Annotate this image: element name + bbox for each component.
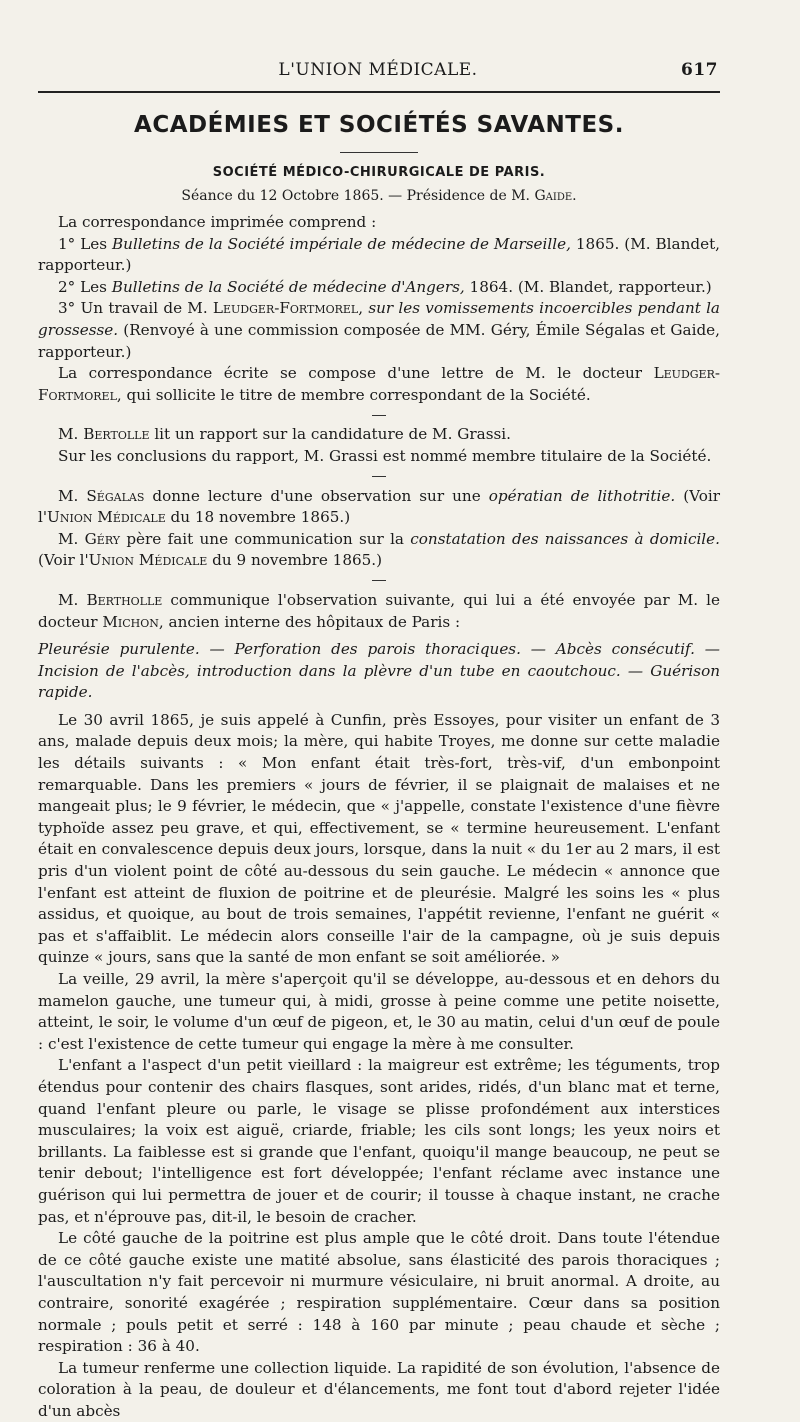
separator [38, 469, 720, 483]
page-number: 617 [681, 60, 718, 80]
page-header [38, 60, 718, 86]
case-paragraph: La veille, 29 avril, la mère s'aperçoit qu'il se développe, au-dessous et en dehors du mamelon gauche, une tumeur qui, à midi, grosse à peine comme une petite noisette, atteint, le soir, le volume d'un œuf de pigeon, et, le 30 au matin, celui d'un œuf de poule : c'est l'existence de cette tumeur qui engage la mère à me consulter. [38, 970, 720, 1053]
running-title: L'UNION MÉDICALE. [278, 60, 478, 80]
bertolle-report: M. Bertolle lit un rapport sur la candidature de M. Grassi. [58, 425, 511, 444]
correspondence-intro: La correspondance imprimée comprend : [58, 213, 377, 231]
header-rule [38, 91, 720, 93]
separator [38, 407, 720, 421]
correspondence-item: 2° Les Bulletins de la Société de médecine d'Angers, 1864. (M. Blandet, rapporteur.) [58, 277, 712, 296]
case-paragraph: La tumeur renferme une collection liquide. La rapidité de son évolution, l'absence de coloration à la peau, de douleur et d'élancements, me font tout d'abord rejeter l'idée d'un abcès [38, 1358, 720, 1420]
title-rule [340, 152, 418, 153]
session-line: Séance du 12 Octobre 1865. — Présidence de M. Gaide. [181, 188, 577, 204]
case-paragraph: L'enfant a l'aspect d'un petit vieillard : la maigreur est extrême; les téguments, trop étendus pour contenir des chairs flasques, sont arides, ridés, d'un blanc mat et terne, quand l'enfant pleure ou parle, le visage se plisse profondément aux interstices musculaires; la voix est aiguë, criarde, friable; les cils sont longs; les yeux noirs et brillants. La faiblesse est si grande que l'enfant, quoiqu'il mange beaucoup, ne peut se tenir debout; l'intelligence est fort développée; l'enfant réclame avec instance une guérison qui lui permettra de jouer et de courir; il tousse à chaque instant, ne crache pas, et n'éprouve pas, dit-il, le besoin de cracher. [38, 1056, 720, 1226]
separator [38, 573, 720, 587]
case-title: Pleurésie purulente. — Perforation des parois thoraciques. — Abcès consécutif. — Incision de l'abcès, introduction dans la plèvre d'un tube en caoutchouc. — Guérison rapide. [38, 640, 720, 702]
gery-paragraph: M. Géry père fait une communication sur la constatation des naissances à domicile. (Voir l'Union Médicale du 9 novembre 1865.) [38, 529, 720, 570]
segalas-paragraph: M. Ségalas donne lecture d'une observation sur une opératian de lithotritie. (Voir l'Union Médicale du 18 novembre 1865.) [38, 486, 720, 527]
bertolle-conclusion: Sur les conclusions du rapport, M. Grassi est nommé membre titulaire de la Société. [58, 446, 712, 465]
correspondence-item: 3° Un travail de M. Leudger-Fortmorel, sur les vomissements incoercibles pendant la grossesse. (Renvoyé à une commission composée de MM. Géry, Émile Ségalas et Gaide, rapporteur.) [38, 299, 720, 361]
society-heading: SOCIÉTÉ MÉDICO-CHIRURGICALE DE PARIS. [212, 165, 546, 180]
section-title: ACADÉMIES ET SOCIÉTÉS SAVANTES. [134, 112, 624, 138]
article-body [38, 212, 720, 1422]
case-paragraph: Le côté gauche de la poitrine est plus ample que le côté droit. Dans toute l'étendue de ce côté gauche existe une matité absolue, sans élasticité des parois thoraciques ; l'auscultation n'y fait percevoir ni murmure vésiculaire, ni bruit anormal. A droite, au contraire, sonorité exagérée ; respiration supplémentaire. Cœur dans sa position normale ; pouls petit et serré : 148 à 160 par minute ; peau chaude et sèche ; respiration : 36 à 40. [38, 1229, 720, 1356]
bertholle-paragraph: M. Bertholle communique l'observation suivante, qui lui a été envoyée par M. le docteur Michon, ancien interne des hôpitaux de Paris : [38, 590, 720, 631]
correspondence-item: 1° Les Bulletins de la Société impériale de médecine de Marseille, 1865. (M. Blandet, rapporteur.) [38, 234, 721, 275]
written-correspondence: La correspondance écrite se compose d'une lettre de M. le docteur Leudger-Fortmorel, qui sollicite le titre de membre correspondant de la Société. [38, 364, 720, 404]
case-paragraph: Le 30 avril 1865, je suis appelé à Cunfin, près Essoyes, pour visiter un enfant de 3 ans, malade depuis deux mois; la mère, qui habite Troyes, me donne sur cette maladie les détails suivants : « Mon enfant était très-fort, très-vif, d'un embonpoint remarquable. Dans les premiers « jours de février, il se plaignait de malaises et ne mangeait plus; le 9 février, le médecin, que « j'appelle, constate l'existence d'une fièvre typhoïde assez peu grave, et qui, effectivement, se « termine heureusement. L'enfant était en convalescence depuis deux jours, lorsque, dans la nuit « du 1er au 2 mars, il est pris d'un violent point de côté au-dessous du sein gauche. Le médecin « annonce que l'enfant est atteint de fluxion de poitrine et de pleurésie. Malgré les soins les « plus assidus, et quoique, au bout de trois semaines, l'appétit revienne, l'enfant ne guérit « pas et s'affaiblit. Le médecin alors conseille l'air de la campagne, où je suis depuis quinze « jours, sans que la santé de mon enfant se soit améliorée. » [38, 710, 720, 967]
